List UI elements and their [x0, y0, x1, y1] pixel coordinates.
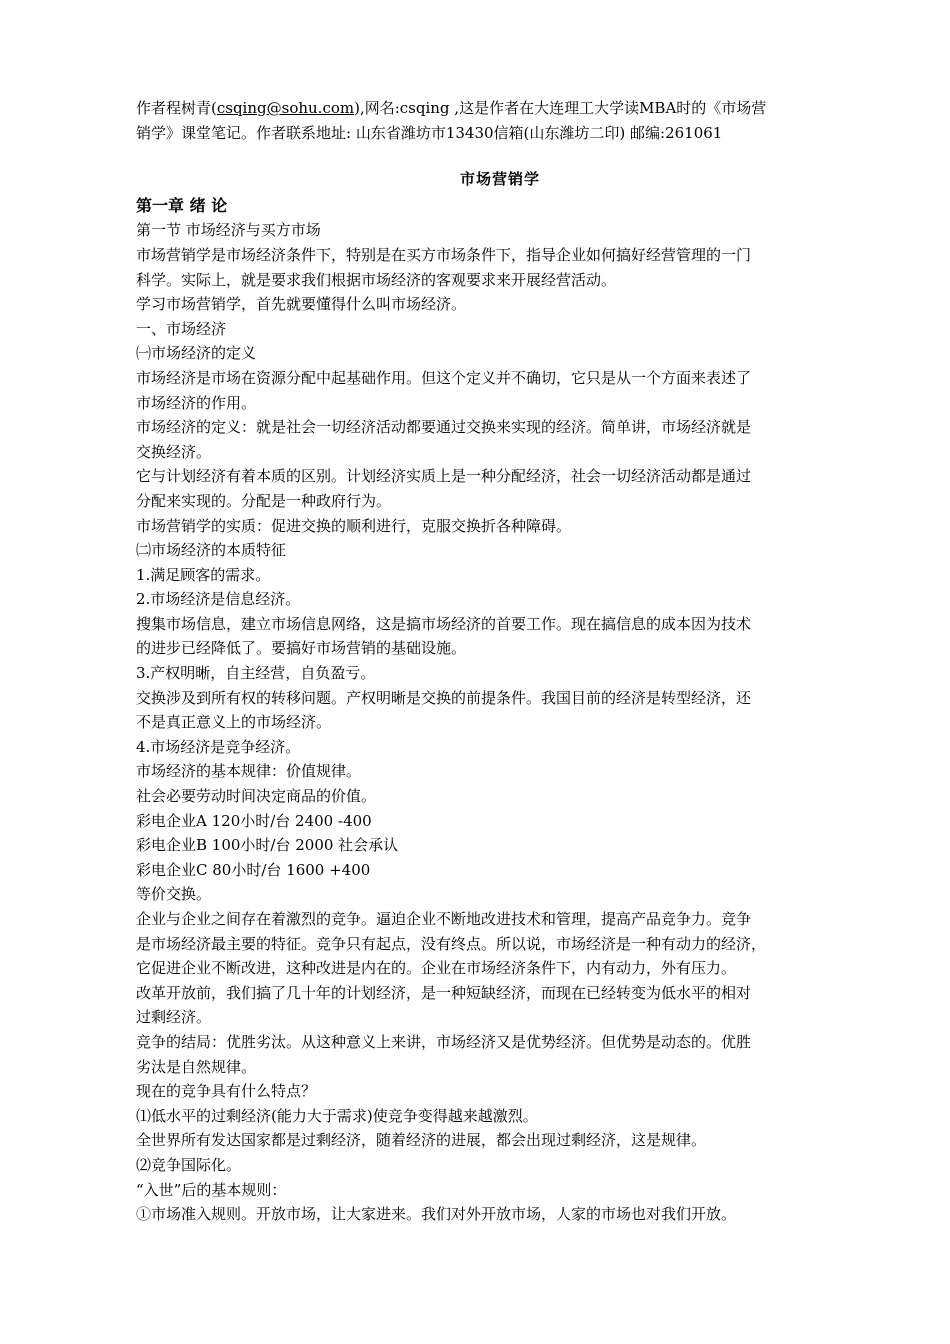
text-line: 彩电企业A 120小时/台 2400 -400 — [136, 811, 372, 830]
text-line: 市场经济的基本规律：价值规律。 — [136, 762, 362, 781]
text-line: 全世界所有发达国家都是过剩经济，随着经济的进展，都会出现过剩经济，这是规律。 — [136, 1131, 707, 1150]
text-line: 交换涉及到所有权的转移问题。产权明晰是交换的前提条件。我国目前的经济是转型经济，还 — [136, 688, 752, 707]
text-line: 市场营销学是市场经济条件下，特别是在买方市场条件下，指导企业如何搞好经营管理的一门 — [136, 245, 752, 264]
text-line: 改革开放前，我们搞了几十年的计划经济，是一种短缺经济，而现在已经转变为低水平的相对 — [136, 983, 752, 1002]
text-line: 现在的竞争具有什么特点？ — [136, 1082, 317, 1101]
text-line: ㈠市场经济的定义 — [136, 344, 257, 363]
text-line: 竞争的结局：优胜劣汰。从这种意义上来讲，市场经济又是优势经济。但优势是动态的。优胜 — [136, 1032, 752, 1051]
author-email-link[interactable]: csqing@sohu.com — [216, 99, 355, 117]
text-line: 是市场经济最主要的特征。竞争只有起点，没有终点。所以说，市场经济是一种有动力的经济， — [136, 934, 767, 953]
text-line: 3.产权明晰，自主经营，自负盈亏。 — [136, 664, 376, 683]
text-line: ㈡市场经济的本质特征 — [136, 541, 287, 560]
document-title: 市场营销学 — [459, 170, 540, 189]
text-line: 科学。实际上，就是要求我们根据市场经济的客观要求来开展经营活动。 — [136, 270, 617, 289]
intro-line-1 — [136, 96, 864, 121]
intro-prefix: 作者程树青( — [136, 99, 217, 117]
text-line: ①市场准入规则。开放市场，让大家进来。我们对外开放市场，人家的市场也对我们开放。 — [136, 1205, 737, 1224]
text-line: 劣汰是自然规律。 — [136, 1057, 257, 1076]
text-line: 交换经济。 — [136, 442, 212, 461]
text-line: “入世”后的基本规则： — [136, 1180, 287, 1199]
intro-line-2: 销学》课堂笔记。作者联系地址: 山东省潍坊市13430信箱(山东潍坊二印) 邮编:261061 — [136, 123, 723, 142]
text-line: 市场经济的作用。 — [136, 393, 257, 412]
text-line: 它与计划经济有着本质的区别。计划经济实质上是一种分配经济，社会一切经济活动都是通过 — [136, 467, 752, 486]
text-line: 学习市场营销学，首先就要懂得什么叫市场经济。 — [136, 295, 467, 314]
text-line: 搜集市场信息，建立市场信息网络，这是搞市场经济的首要工作。现在搞信息的成本因为技术 — [136, 614, 752, 633]
text-line: 彩电企业C 80小时/台 1600 +400 — [136, 860, 371, 879]
text-line: 等价交换。 — [136, 885, 212, 904]
text-line: 企业与企业之间存在着激烈的竞争。逼迫企业不断地改进技术和管理，提高产品竞争力。竞争 — [136, 910, 752, 928]
text-line: 市场经济的定义：就是社会一切经济活动都要通过交换来实现的经济。简单讲，市场经济就是 — [136, 418, 752, 437]
body-text — [136, 218, 864, 1226]
chapter-heading: 第一章 绪 论 — [136, 195, 228, 215]
text-line: 市场经济是市场在资源分配中起基础作用。但这个定义并不确切，它只是从一个方面来表述了 — [136, 368, 752, 387]
text-line: 2.市场经济是信息经济。 — [136, 590, 301, 609]
text-line: 分配来实现的。分配是一种政府行为。 — [136, 491, 392, 510]
text-line: 第一节 市场经济与买方市场 — [136, 221, 321, 240]
intro-suffix: ),网名:csqing ,这是作者在大连理工大学读MBA时的《市场营 — [354, 99, 767, 117]
text-line: 一、市场经济 — [136, 319, 227, 338]
text-line: 市场营销学的实质：促进交换的顺利进行，克服交换折各种障碍。 — [136, 516, 572, 535]
text-line: 4.市场经济是竞争经济。 — [136, 737, 301, 756]
text-line: ⑵竞争国际化。 — [136, 1155, 242, 1174]
text-line: 的进步已经降低了。要搞好市场营销的基础设施。 — [136, 639, 467, 658]
text-line: 社会必要劳动时间决定商品的价值。 — [136, 787, 377, 806]
text-line: 不是真正意义上的市场经济。 — [136, 713, 332, 732]
text-line: 过剩经济。 — [136, 1008, 212, 1027]
text-line: ⑴低水平的过剩经济(能力大于需求)使竞争变得越来越激烈。 — [136, 1106, 538, 1125]
text-line: 1.满足顾客的需求。 — [136, 565, 271, 584]
text-line: 它促进企业不断改进，这种改进是内在的。企业在市场经济条件下，内有动力，外有压力。 — [136, 959, 737, 978]
text-line: 彩电企业B 100小时/台 2000 社会承认 — [136, 836, 399, 855]
document-page — [136, 96, 864, 1227]
